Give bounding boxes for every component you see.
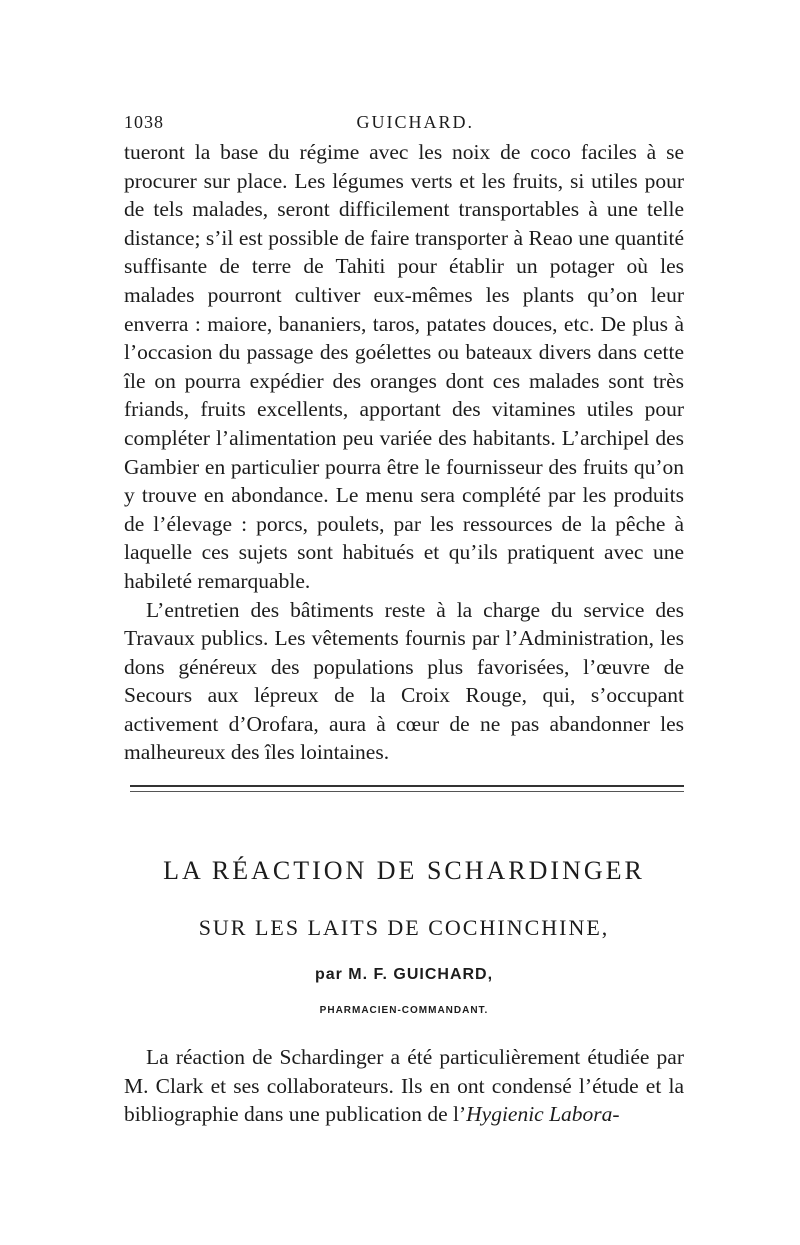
author-rank: PHARMACIEN-COMMANDANT. (319, 1005, 489, 1016)
running-header (124, 112, 684, 138)
article-title: LA RÉACTION DE SCHARDINGER (163, 856, 645, 885)
page (124, 112, 684, 767)
paragraph-1: tueront la base du régime avec les noix de coco faciles à se procurer sur place. Les légumes verts et les fruits, si utiles pour de tels malades, seront difficilement transportables à une telle distance; s’il est possible de faire transporter à Reao une quantité suffisante de terre de Tahiti pour établir un potager où les malades pourront cultiver eux-mêmes les plants qu’on leur enverra : maiore, bananiers, taros, patates douces, etc. De plus à l’occasion du passage des goélettes ou bateaux divers dans cette île on pourra expédier des oranges dont ces malades sont très friands, fruits excellents, apportant des vitamines utiles pour compléter l’alimentation peu variée des habitants. L’archipel des Gambier en particulier pourra être le fournisseur des fruits qu’on y trouve en abondance. Le menu sera complété par les produits de l’élevage : porcs, poulets, par les ressources de la pêche à laquelle ces sujets sont habitués et qu’ils pratiquent avec une habileté remarquable. (124, 140, 684, 593)
section-divider-thin (130, 791, 684, 792)
paragraph-2: L’entretien des bâtiments reste à la charge du service des Travaux publics. Les vêtements fournis par l’Administration, les dons généreux des populations plus favorisées, l’œuvre de Secours aux lépreux de la Croix Rouge, qui, s’occupant activement d’Orofara, aura à cœur de ne pas abandonner les malheureux des îles lointaines. (124, 597, 684, 765)
article-text: La réaction de Schardinger a été particulièrement étudiée par M. Clark et ses collaborateurs. Ils en ont condensé l’étude et la bibliographie dans une publication de l’ (124, 1045, 684, 1127)
article-body (124, 1043, 684, 1129)
author-byline: par M. F. GUICHARD, (314, 966, 494, 983)
journal-name: Hygienic Labora- (466, 1102, 620, 1127)
article-paragraph (124, 1043, 684, 1129)
article-subtitle: SUR LES LAITS DE COCHINCHINE, (198, 915, 610, 940)
running-title: GUICHARD. (356, 112, 474, 132)
page-number: 1038 (124, 112, 164, 132)
section-divider-thick (130, 785, 684, 787)
section-text (124, 138, 684, 767)
